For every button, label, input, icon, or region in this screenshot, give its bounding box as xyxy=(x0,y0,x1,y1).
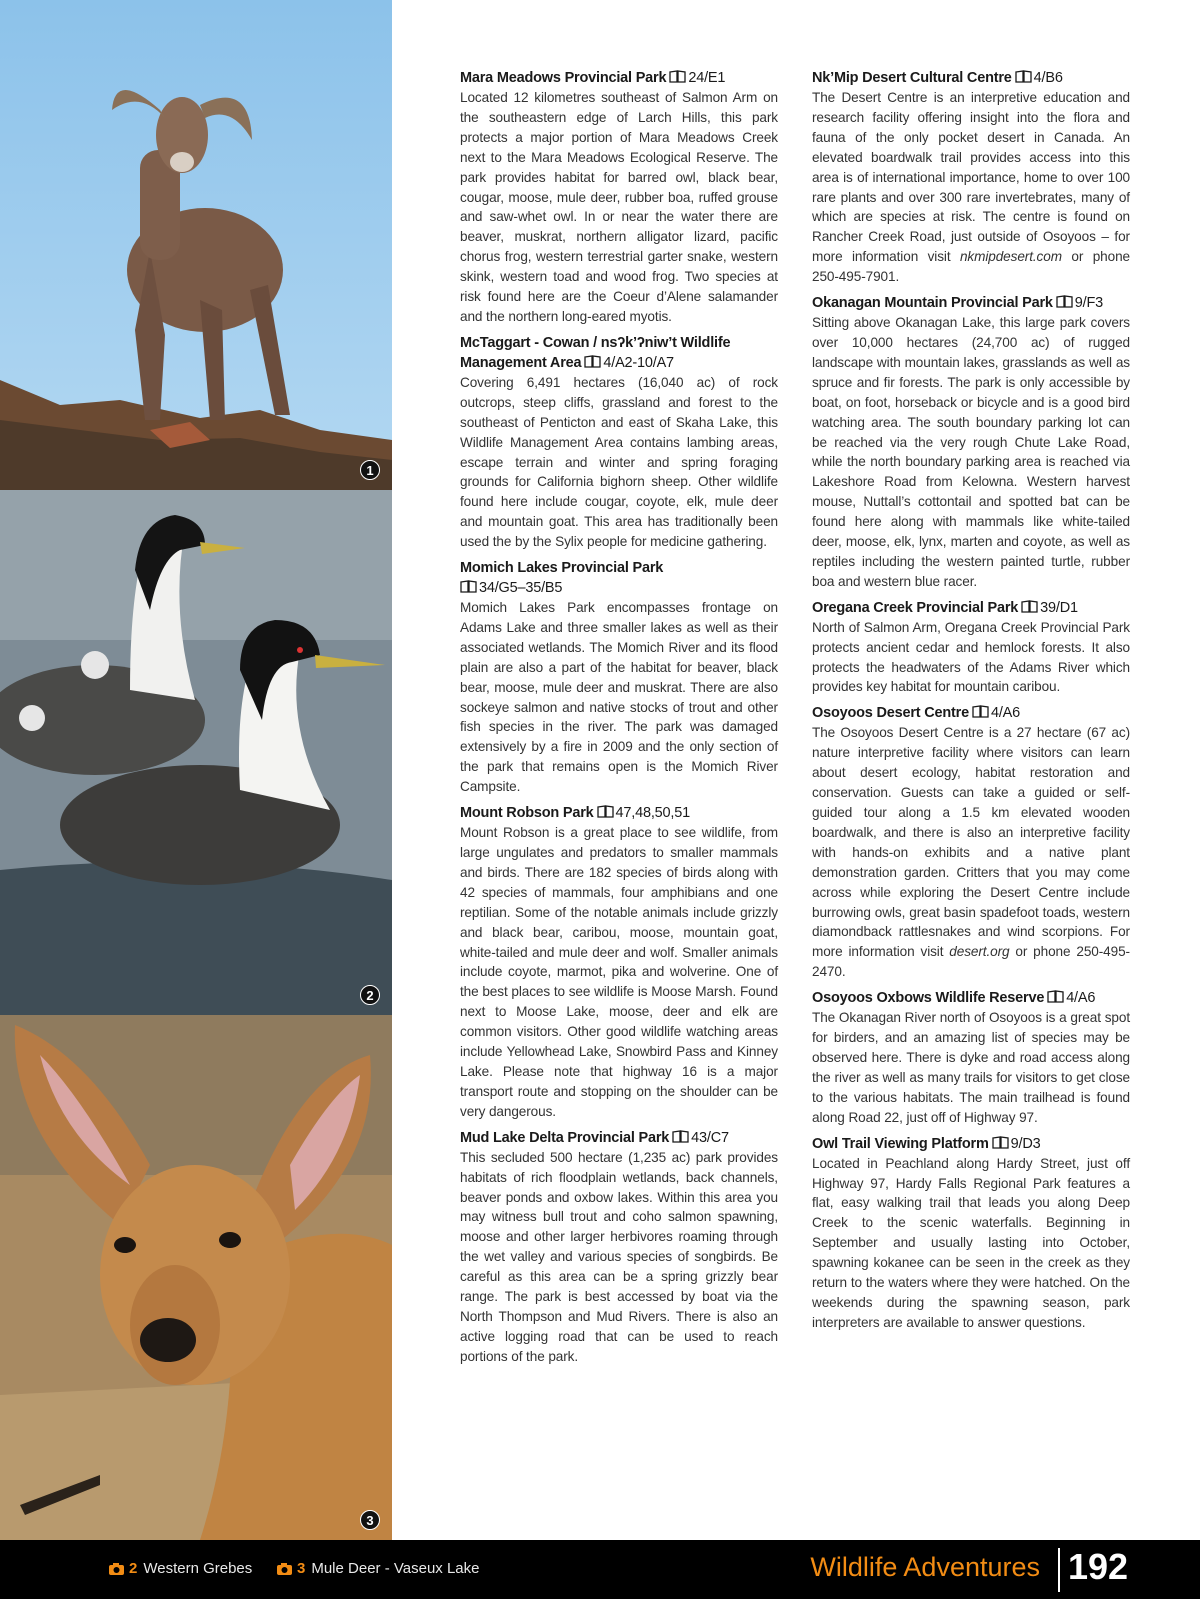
photo-number-badge: 1 xyxy=(360,460,380,480)
entry-body: The Desert Centre is an interpretive education and research facility offering insight into the flora and fauna of the only pocket desert in Canada. An elevated boardwalk trail provides access into this area is of international importance, home to over 100 rare plants and over 300 rare invertebrates, many of which are species at risk. The centre is found on Rancher Creek Road, just outside of Osoyoos – for more information visit nkmipdesert.com or phone 250-495-7901. xyxy=(812,90,1130,285)
website-link[interactable]: nkmipdesert.com xyxy=(959,249,1062,265)
entry-okanagan-mountain xyxy=(812,293,1130,592)
map-book-icon xyxy=(1021,600,1038,613)
entry-mctaggart-cowan xyxy=(460,333,778,552)
photo-western-grebes xyxy=(0,490,392,1015)
entry-body: Covering 6,491 hectares (16,040 ac) of rock outcrops, steep cliffs, grassland and forest to the southeast of Penticton and east of Skaha Lake, this Wildlife Management Area contains lambing areas, escape terrain and winter and spring foraging grounds for California bighorn sheep. Other wildlife found here include cougar, coyote, elk, mule deer and mountain goat. This area has traditionally been used the by the Sylix people for medicine gathering. xyxy=(460,374,778,550)
right-text-column xyxy=(812,68,1130,1339)
photo-bighorn-sheep xyxy=(0,0,392,490)
entry-momich-lakes xyxy=(460,558,778,797)
photo-column xyxy=(0,0,392,1540)
photo-caption-2: 2 Western Grebes xyxy=(108,1560,252,1577)
camera-icon xyxy=(276,1562,293,1576)
entry-title: Oregana Creek Provincial Park 39/D1 xyxy=(812,599,1078,616)
entry-body: Momich Lakes Park encompasses frontage on Adams Lake and three smaller lakes as well as their associated wetlands. The Momich River and its flood plain are also a part of the habitat for beaver, black bear, moose, mule deer and muskrat. There are also sockeye salmon and native stocks of trout and other fish species in the river. The park was damaged extensively by a fire in 2009 and the only section of the park that remains open is the Momich River Campsite. xyxy=(460,600,778,795)
photo-number-badge: 3 xyxy=(360,1510,380,1530)
entry-title: Nk’Mip Desert Cultural Centre 4/B6 xyxy=(812,70,1063,86)
entry-body: The Okanagan River north of Osoyoos is a great spot for birders, and an amazing list of species may be observed here. There is dyke and road access along the river as well as many trails for visitors to get close to the various habitats. The main trailhead is found along Road 22, just off of Highway 97. xyxy=(812,1010,1130,1125)
entry-body: Located 12 kilometres southeast of Salmon Arm on the southeastern edge of Larch Hills, this park protects a major portion of Mara Meadows Creek next to the Mara Meadows Ecological Reserve. The park provides habitat for barred owl, black bear, cougar, moose, mule deer, rubber boa, ruffed grouse and saw-whet owl. In or near the water there are beaver, muskrat, northern alligator lizard, pacific chorus frog, western terrestrial garter snake, western skink, western toad and wood frog. Two species at risk found here are the Coeur d’Alene salamander and the northern long-eared myotis. xyxy=(460,90,778,324)
entry-body: Located in Peachland along Hardy Street, just off Highway 97, Hardy Falls Regional Park features a flat, easy walking trail that leads you along Deep Creek to the scenic waterfalls. Beginning in September and usually lasting into October, spawning kokanee can be seen in the creek as they return to the waters where they were hatched. On the weekends during the spawning season, park interpreters are available to answer questions. xyxy=(812,1155,1130,1330)
entry-title: McTaggart - Cowan / nsʔk’ʔniw’t Wildlife Management Area 4/A2-10/A7 xyxy=(460,334,731,371)
entry-title: Mara Meadows Provincial Park 24/E1 xyxy=(460,70,726,86)
entry-title: Okanagan Mountain Provincial Park 9/F3 xyxy=(812,295,1103,312)
section-title: Wildlife Adventures xyxy=(810,1552,1040,1582)
photo-number-badge: 2 xyxy=(360,985,380,1005)
entry-title: Momich Lakes Provincial Park 34/G5–35/B5 xyxy=(460,560,664,597)
entry-osoyoos-oxbows xyxy=(812,988,1130,1127)
footer-divider xyxy=(1058,1548,1060,1592)
map-book-icon xyxy=(460,580,477,593)
entry-title: Osoyoos Desert Centre 4/A6 xyxy=(812,705,1020,722)
entry-osoyoos-desert xyxy=(812,703,1130,982)
photo-caption-3: 3 Mule Deer - Vaseux Lake xyxy=(276,1560,479,1577)
entry-body: Mount Robson is a great place to see wildlife, from large ungulates and predators to smaller mammals and birds. There are 182 species of birds along with 42 species of mammals, four amphibians and one reptilian. Some of the notable animals include grizzly and black bear, caribou, moose, mountain goat, white-tailed and mule deer and wolf. Smaller animals include coyote, marmot, pika and wolverine. One of the best places to see wildlife is Moose Marsh. Found next to Moose Lake, moose, deer and elk are common visitors. Other good wildlife watching areas include Yellowhead Lake, Snowbird Pass and Kinney Lake. Please note that highway 16 is a major transport route and stopping on the shoulder can be very dangerous. xyxy=(460,825,778,1119)
entry-owl-trail xyxy=(812,1134,1130,1333)
map-book-icon xyxy=(1015,70,1032,83)
entry-title: Osoyoos Oxbows Wildlife Reserve 4/A6 xyxy=(812,990,1096,1007)
map-book-icon xyxy=(597,805,614,818)
entry-mara-meadows xyxy=(460,68,778,327)
map-book-icon xyxy=(1047,990,1064,1003)
left-text-column xyxy=(460,68,778,1373)
map-book-icon xyxy=(669,70,686,83)
photo-mule-deer xyxy=(0,1015,392,1540)
entry-mount-robson xyxy=(460,803,778,1122)
entry-body: This secluded 500 hectare (1,235 ac) park provides habitats of rich floodplain wetlands, back channels, beaver ponds and oxbow lakes. Within this area you may witness bull trout and coho salmon spawning, moose and other larger herbivores roaming through the wet valley and various species of songbirds. Be careful as this area can be a spring grizzly bear range. The park is best accessed by boat via the North Thompson and Mud Rivers. There is also an active logging road that can be used to reach portions of the park. xyxy=(460,1149,778,1364)
map-book-icon xyxy=(992,1136,1009,1149)
entry-title: Mount Robson Park 47,48,50,51 xyxy=(460,805,690,822)
map-book-icon xyxy=(672,1130,689,1143)
map-book-icon xyxy=(584,355,601,368)
entry-oregana-creek xyxy=(812,598,1130,698)
entry-body: Sitting above Okanagan Lake, this large park covers over 10,000 hectares (24,700 ac) of rugged landscape with mountain lakes, grasslands as well as spruce and fir forests. The park is only accessible by boat, on foot, horseback or bicycle and is a good bird watching area. The south boundary parking lot can be reached via the very rough Chute Lake Road, while the north boundary parking area is reached via Lakeshore Road from Kelowna. Western harvest mouse, Nuttall’s cottontail and spotted bat can be found here along with mammals like white-tailed deer, moose, elk, lynx, marten and coyote, as well as reptiles including the western painted turtle, rubber boa and western blue racer. xyxy=(812,315,1130,589)
camera-icon xyxy=(108,1562,125,1576)
entry-body: The Osoyoos Desert Centre is a 27 hectare (67 ac) nature interpretive facility where visitors can learn about desert ecology, habitat restoration and conservation. Guests can take a guided or self-guided tour along a 1.5 km elevated wooden boardwalk, and there is also an interpretive facility with hands-on exhibits and a native plant demonstration garden. Critters that you may come across while exploring the Desert Centre include burrowing owls, great basin spadefoot toads, western diamondback rattlesnakes and wind scorpions. For more information visit desert.org or phone 250-495-2470. xyxy=(812,725,1130,980)
page-number: 192 xyxy=(1068,1546,1129,1587)
entry-body: North of Salmon Arm, Oregana Creek Provincial Park protects ancient cedar and hemlock forests. It also protects the headwaters of the Adams River which provides key habitat for mountain caribou. xyxy=(812,619,1130,695)
page-footer xyxy=(0,1540,1200,1599)
entry-title: Owl Trail Viewing Platform 9/D3 xyxy=(812,1135,1041,1152)
map-book-icon xyxy=(1056,295,1073,308)
website-link[interactable]: desert.org xyxy=(949,944,1010,960)
entry-mud-lake-delta xyxy=(460,1128,778,1367)
entry-nkmip-desert xyxy=(812,68,1130,287)
map-book-icon xyxy=(972,705,989,718)
entry-title: Mud Lake Delta Provincial Park 43/C7 xyxy=(460,1129,729,1146)
